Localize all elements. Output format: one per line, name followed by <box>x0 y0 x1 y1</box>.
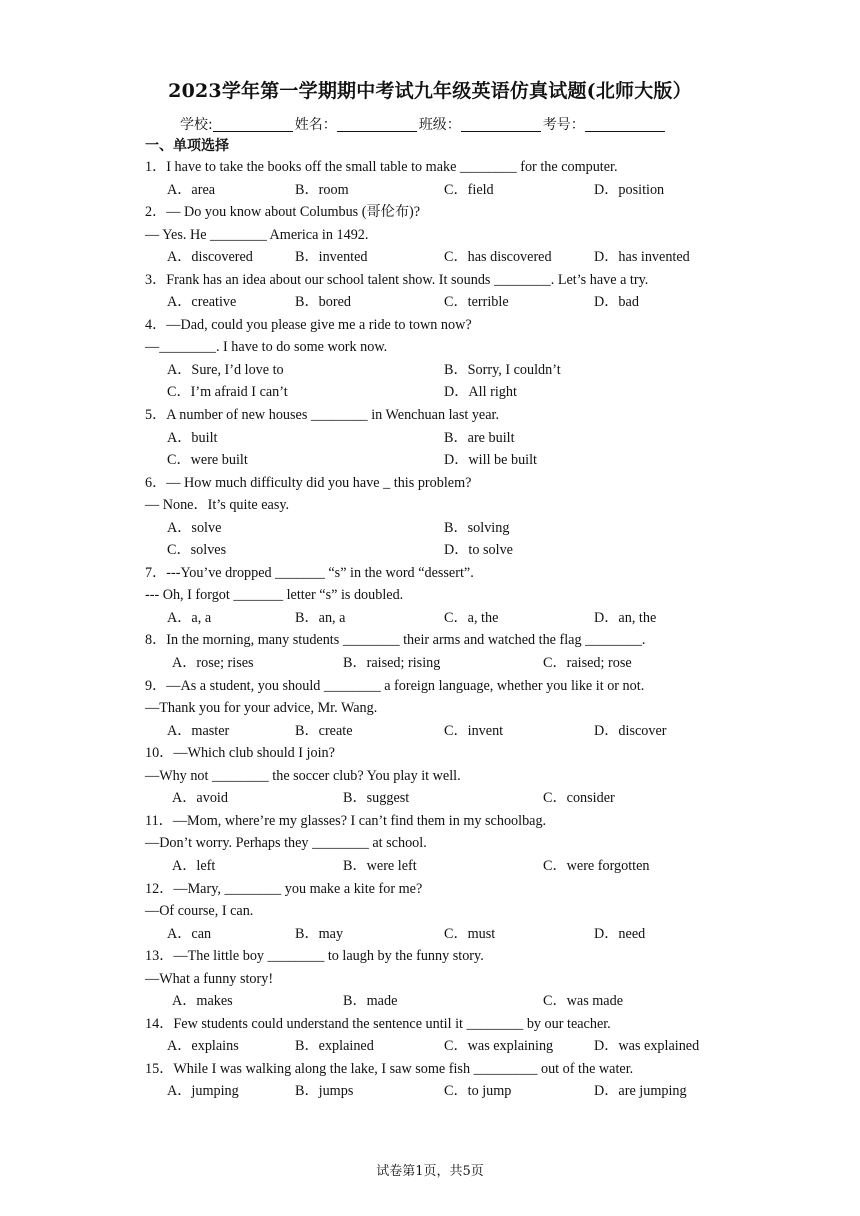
answer-option[interactable]: C．must <box>444 925 496 942</box>
question-stem: 7．---You’ve dropped _______ “s” in the word “dessert”. <box>145 564 474 581</box>
option-row <box>145 923 785 946</box>
answer-option[interactable]: B．an, a <box>295 609 346 626</box>
answer-option[interactable]: D．discover <box>594 722 667 739</box>
answer-option[interactable]: B．room <box>295 181 349 198</box>
option-row <box>145 607 785 630</box>
section-heading: 一、单项选择 <box>145 138 229 154</box>
question-dialog-line: — Yes. He ________ America in 1492. <box>145 226 369 243</box>
question-dialog-line: —Thank you for your advice, Mr. Wang. <box>145 700 378 717</box>
answer-option[interactable]: A．a, a <box>167 609 212 626</box>
answer-option[interactable]: B．Sorry, I couldn’t <box>444 361 561 378</box>
answer-option[interactable]: D．to solve <box>444 542 513 559</box>
answer-option[interactable]: B．bored <box>295 294 351 311</box>
option-row <box>145 449 785 472</box>
question-stem: 11．—Mom, where’re my glasses? I can’t find them in my schoolbag. <box>145 812 547 829</box>
answer-option[interactable]: C．I’m afraid I can’t <box>167 384 288 401</box>
class-blank[interactable] <box>461 117 541 132</box>
class-label: 班级： <box>418 117 461 133</box>
question-stem: 13．—The little boy ________ to laugh by the funny story. <box>145 948 484 965</box>
question-stem: 6．— How much difficulty did you have _ this problem? <box>145 474 472 491</box>
answer-option[interactable]: A．built <box>167 429 218 446</box>
question-dialog-line: — None．It’s quite easy. <box>145 497 290 514</box>
answer-option[interactable]: C．raised; rose <box>543 655 632 672</box>
question-stem: 3．Frank has an idea about our school talent show. It sounds ________. Let’s have a try. <box>145 271 649 288</box>
school-label: 学校: <box>180 117 213 133</box>
answer-option[interactable]: A．creative <box>167 294 237 311</box>
answer-option[interactable]: A．avoid <box>172 790 228 807</box>
question-stem: 1．I have to take the books off the small table to make ________ for the computer. <box>145 159 618 175</box>
answer-option[interactable]: A．left <box>172 857 216 874</box>
answer-option[interactable]: C．terrible <box>444 294 509 311</box>
question-list <box>145 156 785 1103</box>
option-row <box>145 427 785 450</box>
answer-option[interactable]: C．were forgotten <box>543 857 650 874</box>
answer-option[interactable]: D．bad <box>594 294 639 311</box>
student-info-line <box>180 114 667 134</box>
answer-option[interactable]: A．can <box>167 925 212 942</box>
answer-option[interactable]: D．position <box>594 181 665 198</box>
answer-option[interactable]: B．solving <box>444 519 510 536</box>
answer-option[interactable]: B．suggest <box>343 790 410 807</box>
answer-option[interactable]: C．was explaining <box>444 1038 554 1055</box>
option-row <box>145 787 785 810</box>
answer-option[interactable]: C．to jump <box>444 1083 512 1100</box>
answer-option[interactable]: B．explained <box>295 1038 374 1055</box>
option-row <box>145 1035 785 1058</box>
question-dialog-line: —Why not ________ the soccer club? You play it well. <box>145 767 461 784</box>
answer-option[interactable]: A．discovered <box>167 249 253 266</box>
question-stem: 9．—As a student, you should ________ a foreign language, whether you like it or not. <box>145 677 645 694</box>
answer-option[interactable]: A．area <box>167 181 216 198</box>
name-label: 姓名： <box>294 117 337 133</box>
option-row <box>145 246 785 269</box>
answer-option[interactable]: C．a, the <box>444 609 499 626</box>
answer-option[interactable]: D．an, the <box>594 609 657 626</box>
answer-option[interactable]: B．were left <box>343 857 417 874</box>
option-row <box>145 291 785 314</box>
answer-option[interactable]: B．made <box>343 993 398 1010</box>
question-stem: 14．Few students could understand the sentence until it ________ by our teacher. <box>145 1015 611 1032</box>
number-blank[interactable] <box>585 117 665 132</box>
school-blank[interactable] <box>213 117 293 132</box>
option-row <box>145 720 785 743</box>
answer-option[interactable]: A．jumping <box>167 1083 239 1100</box>
answer-option[interactable]: B．create <box>295 722 353 739</box>
number-label: 考号： <box>542 117 585 133</box>
answer-option[interactable]: D．was explained <box>594 1038 700 1055</box>
option-row <box>145 359 785 382</box>
answer-option[interactable]: D．All right <box>444 384 517 401</box>
question-dialog-line: --- Oh, I forgot _______ letter “s” is doubled. <box>145 587 404 604</box>
answer-option[interactable]: C．were built <box>167 452 248 469</box>
answer-option[interactable]: C．field <box>444 181 494 198</box>
question-stem: 15．While I was walking along the lake, I saw some fish _________ out of the water. <box>145 1060 634 1077</box>
answer-option[interactable]: B．may <box>295 925 344 942</box>
answer-option[interactable]: A．master <box>167 722 230 739</box>
answer-option[interactable]: A．explains <box>167 1038 239 1055</box>
answer-option[interactable]: A．rose; rises <box>172 655 254 672</box>
answer-option[interactable]: D．has invented <box>594 249 690 266</box>
answer-option[interactable]: B．raised; rising <box>343 655 441 672</box>
question-stem: 5．A number of new houses ________ in Wenchuan last year. <box>145 407 500 424</box>
question-stem: 4．—Dad, could you please give me a ride to town now? <box>145 316 472 333</box>
answer-option[interactable]: A．solve <box>167 519 222 536</box>
option-row <box>145 179 785 202</box>
question-dialog-line: —What a funny story! <box>145 970 274 987</box>
option-row <box>145 1080 785 1103</box>
option-row <box>145 855 785 878</box>
answer-option[interactable]: D．will be built <box>444 452 538 469</box>
answer-option[interactable]: C．has discovered <box>444 249 552 266</box>
answer-option[interactable]: A．makes <box>172 993 233 1010</box>
answer-option[interactable]: B．jumps <box>295 1083 354 1100</box>
option-row <box>145 517 785 540</box>
answer-option[interactable]: C．solves <box>167 542 227 559</box>
name-blank[interactable] <box>337 117 417 132</box>
answer-option[interactable]: A．Sure, I’d love to <box>167 361 284 378</box>
question-stem: 10．—Which club should I join? <box>145 745 335 762</box>
question-dialog-line: —Don’t worry. Perhaps they ________ at school. <box>145 835 427 852</box>
answer-option[interactable]: B．are built <box>444 429 515 446</box>
option-row <box>145 990 785 1013</box>
option-row <box>145 539 785 562</box>
answer-option[interactable]: C．consider <box>543 790 615 807</box>
answer-option[interactable]: D．need <box>594 925 646 942</box>
question-stem: 8．In the morning, many students ________ their arms and watched the flag ________. <box>145 632 646 649</box>
option-row <box>145 381 785 404</box>
answer-option[interactable]: D．are jumping <box>594 1083 687 1100</box>
option-row <box>145 652 785 675</box>
page-footer: 试卷第1页，共5页 <box>376 1164 484 1179</box>
answer-option[interactable]: C．was made <box>543 993 623 1010</box>
question-stem: 2．— Do you know about Columbus (哥伦布)? <box>145 204 421 221</box>
question-stem: 12．—Mary, ________ you make a kite for me? <box>145 880 423 897</box>
question-dialog-line: —Of course, I can. <box>145 903 254 920</box>
page-title: 2023学年第一学期期中考试九年级英语仿真试题(北师大版） <box>168 80 692 102</box>
question-dialog-line: —________. I have to do some work now. <box>145 339 388 356</box>
answer-option[interactable]: B．invented <box>295 249 368 266</box>
answer-option[interactable]: C．invent <box>444 722 504 739</box>
